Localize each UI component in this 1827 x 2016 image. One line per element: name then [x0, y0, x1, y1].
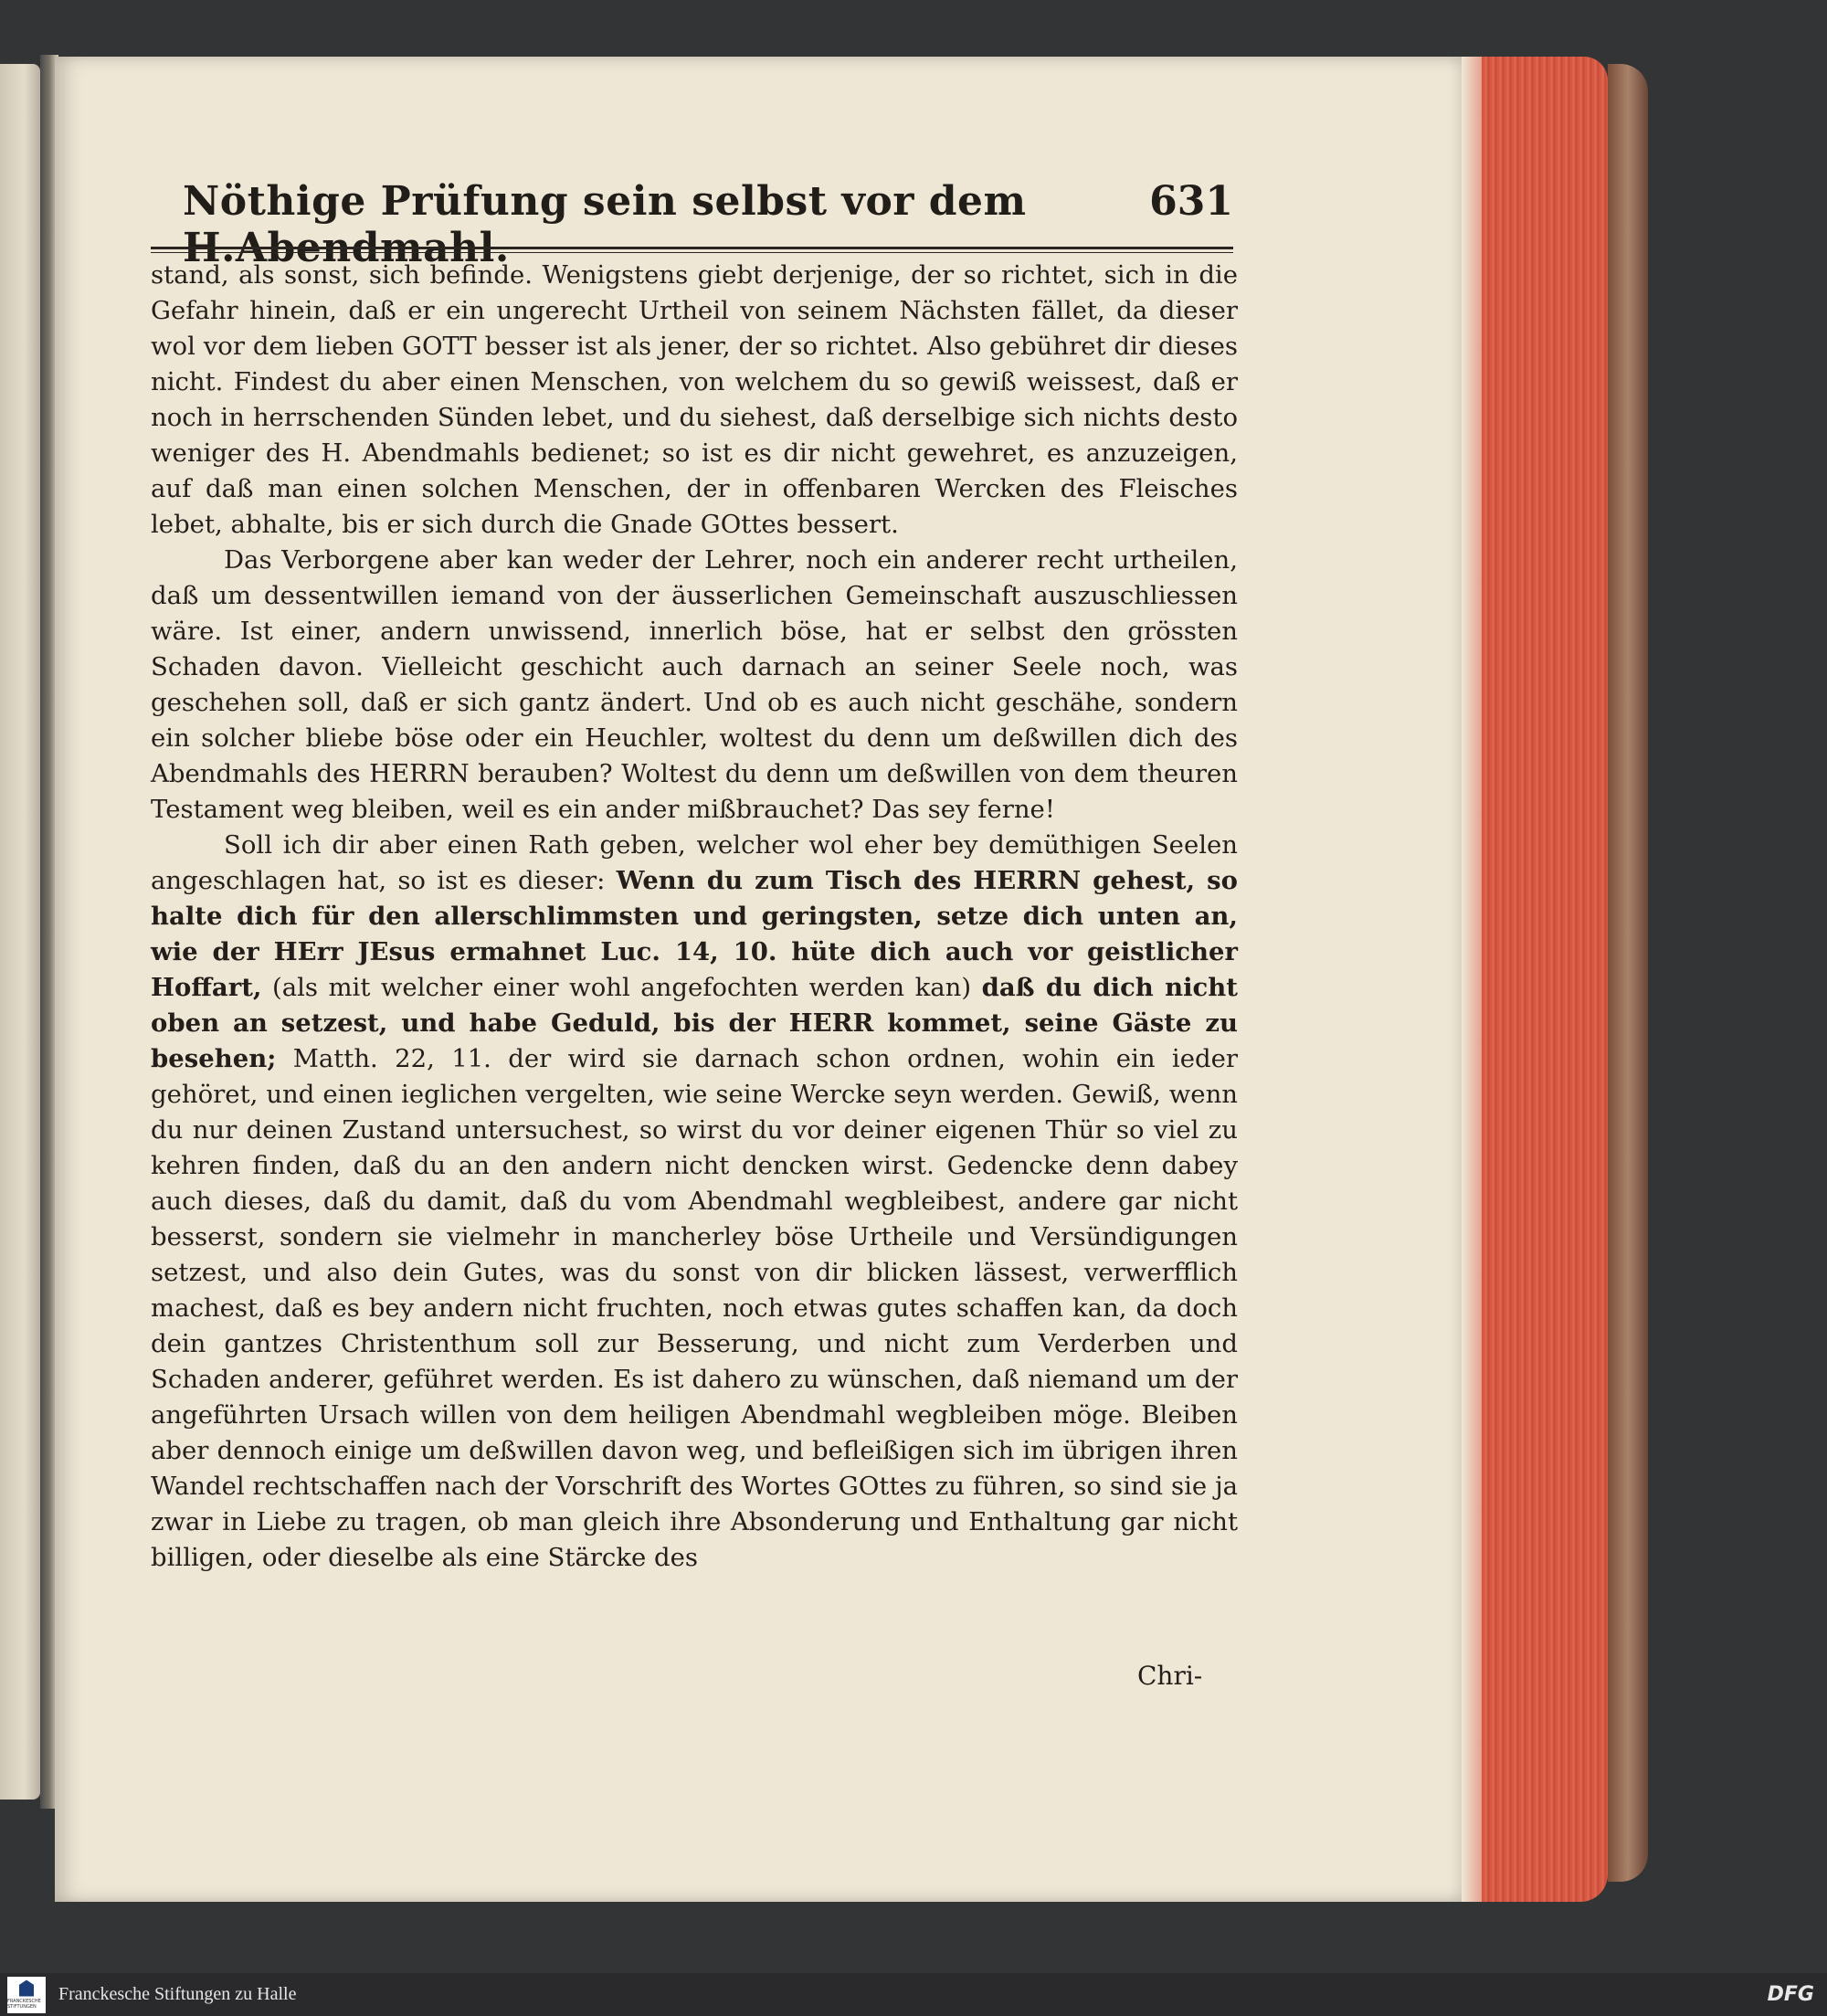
paragraph-2: Das Verborgene aber kan weder der Lehrer, noch ein anderer recht urtheilen, daß um dessentwillen iemand von der äusserlichen Gemeinschaft auszuschliessen wäre. Ist einer, andern unwissend, innerlich böse, hat er selbst den grössten Schaden davon. Vielleicht geschicht auch darnach an seiner Seele noch, was geschehen soll, daß er sich gantz ändert. Und ob es auch nicht geschähe, sondern ein solcher bliebe böse oder ein Heuchler, woltest du denn um deßwillen dich des Abendmahls des HERRN berauben? Woltest du denn um deßwillen von dem theuren Testament weg bleiben, weil es ein ander mißbrauchet? Das sey ferne! [151, 545, 1238, 824]
header-rule-thin [151, 252, 1233, 253]
paragraph-3-rest: Matth. 22, 11. der wird sie darnach schon ordnen, wohin ein ieder gehöret, und einen ieglichen vergelten, wie seine Wercke seyn werden. Gewiß, wenn du nur deinen Zustand untersuchest, so wirst du vor deiner eigenen Thür so viel zu kehren finden, daß du an den andern nicht dencken wirst. Gedencke denn dabey auch dieses, daß du damit, daß du vom Abendmahl wegbleibest, andere gar nicht besserst, sondern sie vielmehr in mancherley böse Urtheile und Versündigungen setzest, und also dein Gutes, was du sonst von dir blicken lässest, verwerfflich machest, daß es bey andern nicht fruchten, noch etwas gutes schaffen kan, da doch dein gantzes Christenthum soll zur Besserung, und nicht zum Verderben und Schaden anderer, geführet werden. Es ist dahero zu wünschen, daß niemand um der angeführten Ursach willen von dem heiligen Abendmahl wegbleiben möge. Bleiben aber dennoch einige um deßwillen davon weg, und befleißigen sich im übrigen ihren Wandel rechtschaffen nach der Vorschrift des Wortes GOttes zu führen, so sind sie ja zwar in Liebe zu tragen, ob man gleich ihre Absonderung und Enthaltung gar nicht billigen, oder dieselbe als eine Stärcke des [151, 1044, 1238, 1572]
viewer-footer [0, 1973, 1827, 2016]
institution-name: Franckesche Stiftungen zu Halle [58, 1984, 297, 2004]
header-rule [151, 247, 1233, 249]
building-icon [19, 1980, 34, 1997]
left-page-edge [0, 64, 40, 1800]
paragraph-3-intro: Soll ich dir aber einen Rath geben, welcher wol eher bey demüthigen Seelen angeschlagen hat, so ist es dieser: [151, 830, 1238, 895]
running-title: Nöthige Prüfung sein selbst vor dem H.Abendmahl. [183, 178, 1027, 271]
dfg-logo: DFG [1767, 1983, 1814, 2006]
red-page-edges [1462, 57, 1608, 1902]
institution-logo [7, 1977, 46, 2013]
paragraph-1: stand, als sonst, sich befinde. Wenigstens giebt derjenige, der so richtet, sich in die Gefahr hinein, daß er ein ungerecht Urtheil von seinem Nächsten fället, da dieser wol vor dem lieben GOTT besser ist als jener, der so richtet. Also gebühret dir dieses nicht. Findest du aber einen Menschen, von welchem du so gewiß weissest, daß er noch in herrschenden Sünden lebet, und du siehest, daß derselbige sich nichts desto weniger des H. Abendmahls bedienet; so ist es dir nicht gewehret, es anzuzeigen, auf daß man einen solchen Menschen, der in offenbaren Wercken des Fleisches lebet, abhalte, bis er sich durch die Gnade GOttes bessert. [151, 260, 1238, 539]
page-text [151, 258, 1238, 1683]
paragraph-3-emphasis-2: daß du dich nicht oben an setzest, und habe Geduld, bis der HERR kommet, seine Gäste zu besehen; [151, 973, 1238, 1073]
paragraph-3-emphasis-1: Wenn du zum Tisch des HERRN gehest, so halte dich für den allerschlimmsten und geringsten, setze dich unten an, wie der HErr JEsus ermahnet Luc. 14, 10. hüte dich auch vor geistlicher Hoffart, [151, 866, 1238, 1002]
logo-text: FRANCKESCHE STIFTUNGEN [7, 1998, 41, 2010]
paragraph-3-parenthetical: (als mit welcher einer wohl angefochten werden kan) [271, 973, 972, 1002]
book-cover-edge [1608, 64, 1648, 1882]
page-number: 631 [1149, 178, 1233, 225]
page-header [183, 178, 1233, 271]
catchword: Chri- [1137, 1661, 1203, 1691]
paragraph-3 [151, 828, 1238, 1576]
